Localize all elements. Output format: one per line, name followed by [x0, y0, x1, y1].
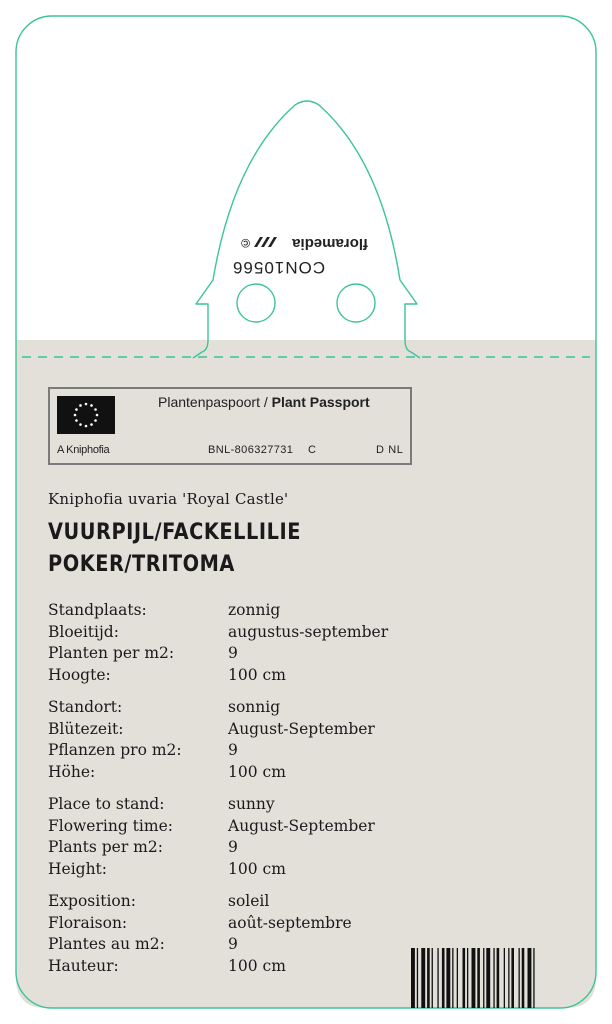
info-value: sunny	[228, 795, 275, 813]
info-label: Pflanzen pro m2:	[48, 741, 182, 759]
common-name-line-1: VUURPIJL/FACKELLILIE	[48, 520, 301, 545]
info-value: soleil	[228, 892, 270, 910]
plant-passport-box	[48, 387, 412, 465]
template-code: CON10566	[232, 258, 326, 277]
info-value: 9	[228, 644, 238, 662]
info-value: 100 cm	[228, 956, 286, 975]
passport-field-c: C	[308, 444, 316, 456]
info-value: sonnig	[228, 698, 281, 716]
info-value: août-septembre	[228, 913, 352, 932]
brand-logo	[240, 230, 370, 252]
info-label: Standort:	[48, 698, 123, 716]
passport-field-b: BNL-806327731	[208, 444, 294, 456]
info-value: August-September	[228, 816, 375, 835]
info-label: Exposition:	[48, 892, 136, 910]
hole-right	[337, 284, 375, 322]
info-label: Planten per m2:	[48, 644, 175, 662]
brand-name: floramedia	[292, 235, 368, 252]
passport-field-a: A Kniphofia	[57, 444, 110, 456]
info-label: Höhe:	[48, 762, 96, 781]
info-label: Plants per m2:	[48, 838, 163, 856]
barcode-icon	[409, 948, 587, 1008]
info-label: Place to stand:	[48, 795, 165, 813]
info-value: 100 cm	[228, 859, 286, 878]
info-value: 9	[228, 838, 238, 856]
floramedia-logo-icon	[254, 235, 278, 249]
info-label: Floraison:	[48, 913, 128, 932]
info-value: 100 cm	[228, 665, 286, 684]
passport-field-d: D NL	[376, 444, 404, 456]
info-value: zonnig	[228, 601, 281, 619]
info-label: Standplaats:	[48, 601, 147, 619]
info-value: 9	[228, 741, 238, 759]
info-value: 9	[228, 935, 238, 953]
botanical-name: Kniphofia uvaria 'Royal Castle'	[48, 490, 289, 508]
hole-left	[237, 284, 275, 322]
common-name-line-2: POKER/TRITOMA	[48, 552, 235, 577]
info-value: August-September	[228, 719, 375, 738]
passport-title: Plantenpaspoort / Plant Passport	[158, 394, 370, 410]
copyright-symbol: ©	[241, 236, 250, 250]
info-label: Flowering time:	[48, 816, 173, 835]
info-label: Blütezeit:	[48, 719, 124, 738]
info-label: Plantes au m2:	[48, 935, 165, 953]
info-value: augustus-september	[228, 622, 389, 641]
info-label: Bloeitijd:	[48, 622, 119, 641]
info-label: Height:	[48, 859, 108, 878]
eu-flag-icon	[57, 396, 115, 434]
info-label: Hoogte:	[48, 665, 111, 684]
info-value: 100 cm	[228, 762, 286, 781]
info-label: Hauteur:	[48, 956, 119, 975]
